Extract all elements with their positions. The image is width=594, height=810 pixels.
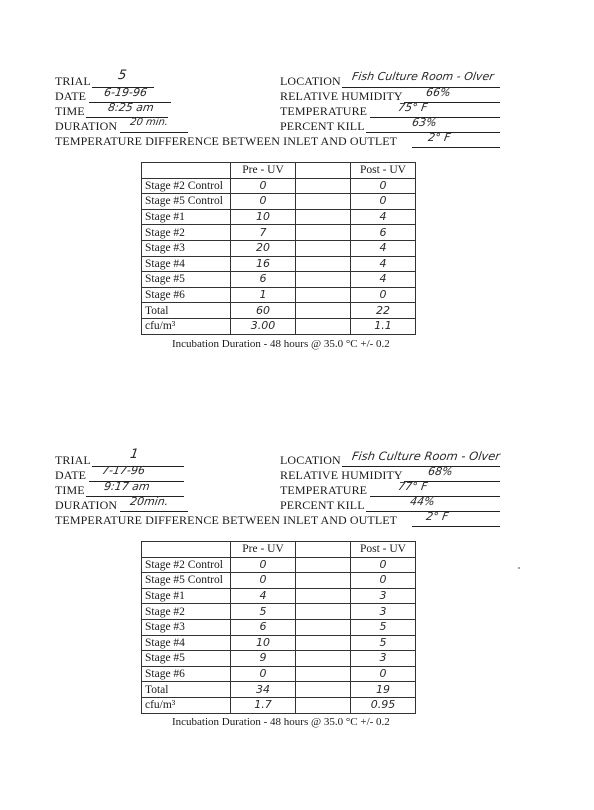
stage-cell: Stage #5 xyxy=(142,272,231,288)
pre-uv-cell: 16 xyxy=(231,256,296,272)
pre-uv-cell: 0 xyxy=(231,178,296,194)
stage-cell: Stage #2 xyxy=(142,604,231,620)
pre-uv-cell: 9 xyxy=(231,651,296,667)
post-uv-cell: 1.1 xyxy=(351,318,416,334)
stage-cell: Stage #5 Control xyxy=(142,194,231,210)
post-uv-cell: 3 xyxy=(351,651,416,667)
spacer-cell xyxy=(296,272,351,288)
time-value: 9:17 am xyxy=(103,480,151,493)
pre-uv-cell: 1.7 xyxy=(231,697,296,713)
trial-value: 1 xyxy=(129,447,140,462)
stage-cell: Stage #2 Control xyxy=(142,557,231,573)
temperature-value: 77° F xyxy=(397,480,429,493)
post-uv-cell: 3 xyxy=(351,604,416,620)
stage-cell: Stage #1 xyxy=(142,588,231,604)
table-row xyxy=(142,240,416,256)
table-row xyxy=(142,287,416,303)
stage-cell: Stage #2 xyxy=(142,225,231,241)
pre-uv-cell: 0 xyxy=(231,666,296,682)
pre-uv-cell: 4 xyxy=(231,588,296,604)
location-field xyxy=(280,74,341,88)
temp-diff-field xyxy=(55,513,397,527)
post-uv-cell: 0 xyxy=(351,557,416,573)
post-uv-cell: 4 xyxy=(351,256,416,272)
pre-uv-cell: 0 xyxy=(231,557,296,573)
spacer-cell xyxy=(296,588,351,604)
spacer-cell xyxy=(296,697,351,713)
temp-diff-value: 2° F xyxy=(425,510,450,523)
results-table xyxy=(141,541,416,714)
humidity-label: RELATIVE HUMIDITY xyxy=(280,89,403,103)
post-uv-cell: 5 xyxy=(351,635,416,651)
duration-label: DURATION xyxy=(55,119,118,133)
table-row xyxy=(142,318,416,334)
header-spacer xyxy=(296,163,351,179)
pre-uv-cell: 10 xyxy=(231,209,296,225)
post-uv-cell: 22 xyxy=(351,303,416,319)
percent-kill-label: PERCENT KILL xyxy=(280,119,365,133)
spacer-cell xyxy=(296,666,351,682)
pre-uv-cell: 5 xyxy=(231,604,296,620)
post-uv-cell: 0 xyxy=(351,194,416,210)
date-field xyxy=(55,89,86,103)
stage-cell: Stage #6 xyxy=(142,666,231,682)
location-value: Fish Culture Room - Olver xyxy=(351,449,502,463)
percent-kill-field xyxy=(280,119,365,133)
spacer-cell xyxy=(296,256,351,272)
header-post-uv: Post - UV xyxy=(351,542,416,558)
spacer-cell xyxy=(296,209,351,225)
pre-uv-cell: 34 xyxy=(231,682,296,698)
temperature-field xyxy=(280,483,367,497)
humidity-value: 68% xyxy=(427,465,454,478)
percent-kill-label: PERCENT KILL xyxy=(280,498,365,512)
stage-cell: Stage #1 xyxy=(142,209,231,225)
temperature-label: TEMPERATURE xyxy=(280,483,368,497)
stage-cell: Total xyxy=(142,303,231,319)
table-row xyxy=(142,573,416,589)
table-row xyxy=(142,604,416,620)
table-row xyxy=(142,178,416,194)
post-uv-cell: 0 xyxy=(351,666,416,682)
scan-speck xyxy=(518,567,520,569)
spacer-cell xyxy=(296,682,351,698)
temperature-label: TEMPERATURE xyxy=(280,104,368,118)
duration-value: 20min. xyxy=(129,495,170,508)
location-value: Fish Culture Room - Olver xyxy=(351,70,495,83)
temp-diff-underline xyxy=(412,131,500,148)
spacer-cell xyxy=(296,287,351,303)
humidity-label: RELATIVE HUMIDITY xyxy=(280,468,403,482)
spacer-cell xyxy=(296,651,351,667)
stage-cell: Stage #6 xyxy=(142,287,231,303)
table-row xyxy=(142,225,416,241)
post-uv-cell: 6 xyxy=(351,225,416,241)
spacer-cell xyxy=(296,604,351,620)
incubation-note: Incubation Duration - 48 hours @ 35.0 °C +/- 0.2 xyxy=(172,716,390,728)
table-row xyxy=(142,682,416,698)
spacer-cell xyxy=(296,318,351,334)
spacer-cell xyxy=(296,178,351,194)
post-uv-cell: 0 xyxy=(351,287,416,303)
pre-uv-cell: 10 xyxy=(231,635,296,651)
temperature-field xyxy=(280,104,367,118)
duration-field xyxy=(55,119,117,133)
percent-kill-value: 63% xyxy=(411,116,438,129)
pre-uv-cell: 20 xyxy=(231,240,296,256)
stage-cell: Stage #3 xyxy=(142,240,231,256)
humidity-field xyxy=(280,468,403,482)
stage-cell: Stage #5 Control xyxy=(142,573,231,589)
table-header-row xyxy=(142,163,416,179)
pre-uv-cell: 0 xyxy=(231,573,296,589)
spacer-cell xyxy=(296,240,351,256)
temperature-value: 75° F xyxy=(397,101,429,114)
date-value: 7-17-96 xyxy=(101,464,146,477)
temp-diff-label: TEMPERATURE DIFFERENCE BETWEEN INLET AND OUTLET xyxy=(55,134,398,148)
humidity-field xyxy=(280,89,403,103)
table-row xyxy=(142,651,416,667)
header-pre-uv: Pre - UV xyxy=(231,542,296,558)
stage-cell: Total xyxy=(142,682,231,698)
pre-uv-cell: 60 xyxy=(231,303,296,319)
temp-diff-label: TEMPERATURE DIFFERENCE BETWEEN INLET AND OUTLET xyxy=(55,513,398,527)
post-uv-cell: 0.95 xyxy=(351,697,416,713)
trial-field xyxy=(55,74,91,88)
table-row xyxy=(142,588,416,604)
post-uv-cell: 0 xyxy=(351,573,416,589)
post-uv-cell: 4 xyxy=(351,240,416,256)
incubation-note: Incubation Duration - 48 hours @ 35.0 °C +/- 0.2 xyxy=(172,338,390,350)
table-header-row xyxy=(142,542,416,558)
stage-cell: Stage #4 xyxy=(142,256,231,272)
trial-field xyxy=(55,453,91,467)
time-label: TIME xyxy=(55,483,85,497)
spacer-cell xyxy=(296,557,351,573)
table-row xyxy=(142,256,416,272)
post-uv-cell: 19 xyxy=(351,682,416,698)
header-pre-uv: Pre - UV xyxy=(231,163,296,179)
date-label: DATE xyxy=(55,468,87,482)
spacer-cell xyxy=(296,635,351,651)
stage-cell: cfu/m³ xyxy=(142,318,231,334)
percent-kill-value: 44% xyxy=(409,495,436,508)
trial-label: TRIAL xyxy=(55,74,91,88)
stage-cell: Stage #4 xyxy=(142,635,231,651)
stage-cell: Stage #2 Control xyxy=(142,178,231,194)
header-stage-cell xyxy=(142,542,231,558)
stage-cell: cfu/m³ xyxy=(142,697,231,713)
percent-kill-field xyxy=(280,498,365,512)
post-uv-cell: 3 xyxy=(351,588,416,604)
header-spacer xyxy=(296,542,351,558)
pre-uv-cell: 7 xyxy=(231,225,296,241)
temp-diff-field xyxy=(55,134,397,148)
duration-value: 20 min. xyxy=(129,117,169,128)
pre-uv-cell: 1 xyxy=(231,287,296,303)
pre-uv-cell: 3.00 xyxy=(231,318,296,334)
table-row xyxy=(142,666,416,682)
time-field xyxy=(55,483,85,497)
table-row xyxy=(142,194,416,210)
stage-cell: Stage #3 xyxy=(142,619,231,635)
trial-label: TRIAL xyxy=(55,453,91,467)
spacer-cell xyxy=(296,573,351,589)
spacer-cell xyxy=(296,619,351,635)
location-field xyxy=(280,453,341,467)
table-row xyxy=(142,303,416,319)
spacer-cell xyxy=(296,225,351,241)
date-field xyxy=(55,468,86,482)
temperature-underline xyxy=(370,480,500,497)
table-row xyxy=(142,557,416,573)
post-uv-cell: 0 xyxy=(351,178,416,194)
duration-field xyxy=(55,498,117,512)
spacer-cell xyxy=(296,303,351,319)
humidity-value: 66% xyxy=(425,86,452,99)
time-field xyxy=(55,104,85,118)
time-label: TIME xyxy=(55,104,85,118)
header-post-uv: Post - UV xyxy=(351,163,416,179)
table-row xyxy=(142,209,416,225)
table-row xyxy=(142,635,416,651)
table-row xyxy=(142,697,416,713)
table-row xyxy=(142,619,416,635)
pre-uv-cell: 6 xyxy=(231,272,296,288)
location-label: LOCATION xyxy=(280,453,341,467)
duration-label: DURATION xyxy=(55,498,118,512)
header-stage-cell xyxy=(142,163,231,179)
stage-cell: Stage #5 xyxy=(142,651,231,667)
spacer-cell xyxy=(296,194,351,210)
pre-uv-cell: 0 xyxy=(231,194,296,210)
date-label: DATE xyxy=(55,89,87,103)
post-uv-cell: 4 xyxy=(351,272,416,288)
results-table xyxy=(141,162,416,335)
table-row xyxy=(142,272,416,288)
location-label: LOCATION xyxy=(280,74,341,88)
temp-diff-value: 2° F xyxy=(427,131,452,144)
trial-value: 5 xyxy=(117,68,128,83)
post-uv-cell: 4 xyxy=(351,209,416,225)
date-value: 6-19-96 xyxy=(103,86,148,99)
post-uv-cell: 5 xyxy=(351,619,416,635)
pre-uv-cell: 6 xyxy=(231,619,296,635)
time-value: 8:25 am xyxy=(107,101,155,114)
